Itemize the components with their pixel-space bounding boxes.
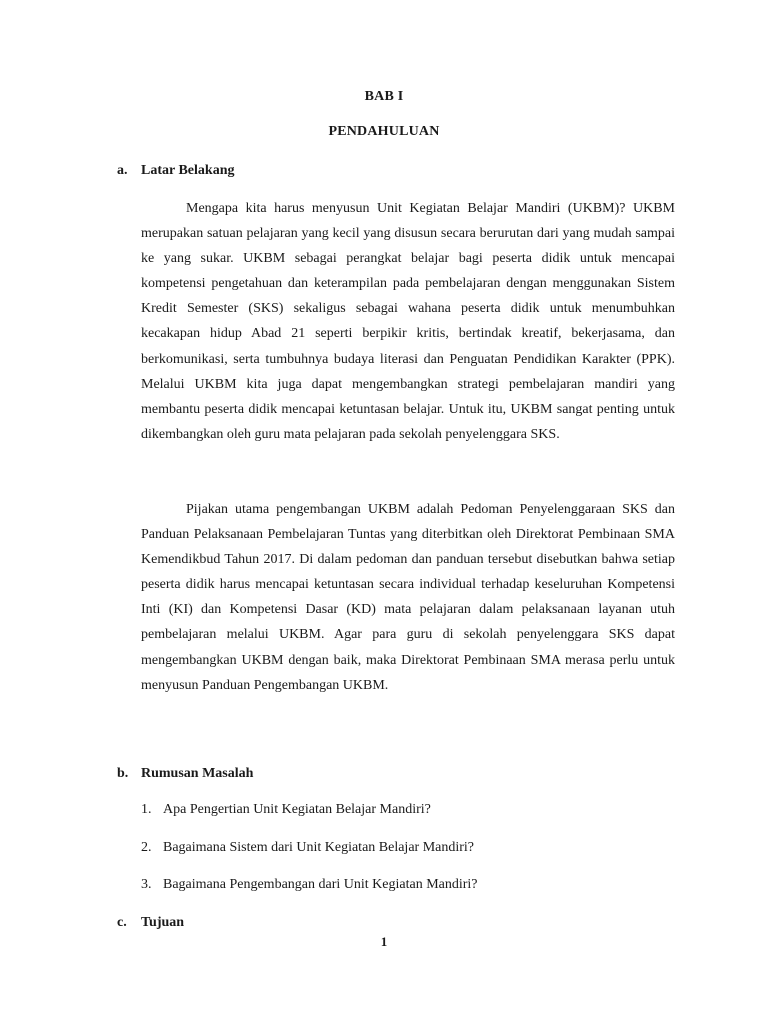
section-heading-latar-belakang: [117, 163, 234, 179]
list-item-text: Bagaimana Pengembangan dari Unit Kegiatan Mandiri?: [163, 877, 478, 892]
section-heading-text: Rumusan Masalah: [141, 766, 254, 781]
list-item-number: 3.: [141, 877, 152, 892]
chapter-number: BAB I: [364, 89, 404, 104]
list-item: [141, 840, 474, 856]
list-item-text: Apa Pengertian Unit Kegiatan Belajar Mandiri?: [163, 802, 431, 817]
section-marker: b.: [117, 766, 129, 781]
list-item: [141, 802, 431, 818]
section-heading-text: Latar Belakang: [141, 163, 235, 178]
list-item: [141, 877, 478, 893]
section-heading-tujuan: [117, 915, 184, 931]
body-paragraph: Mengapa kita harus menyusun Unit Kegiatan Belajar Mandiri (UKBM)? UKBM merupakan satuan pelajaran yang kecil yang disusun secara berurutan dari yang mudah sampai ke yang sukar. UKBM sebagai perangkat belajar bagi peserta didik untuk mencapai kompetensi pengetahuan dan keterampilan pada pembelajaran dengan menggunakan Sistem Kredit Semester (SKS) sekaligus sebagai wahana peserta didik untuk menumbuhkan kecakapan hidup Abad 21 seperti berpikir kritis, bertindak kreatif, bekerjasama, dan berkomunikasi, serta tumbuhnya budaya literasi dan Penguatan Pendidikan Karakter (PPK). Melalui UKBM kita juga dapat mengembangkan strategi pembelajaran mandiri yang membantu peserta didik mencapai ketuntasan belajar. Untuk itu, UKBM sangat penting untuk dikembangkan oleh guru mata pelajaran pada sekolah penyelenggara SKS.: [141, 201, 675, 442]
list-item-number: 2.: [141, 840, 152, 855]
section-marker: a.: [117, 163, 128, 178]
section-heading-rumusan-masalah: [117, 766, 253, 782]
list-item-number: 1.: [141, 802, 152, 817]
list-item-text: Bagaimana Sistem dari Unit Kegiatan Belajar Mandiri?: [163, 840, 475, 855]
chapter-title: PENDAHULUAN: [328, 124, 440, 139]
section-marker: c.: [117, 915, 127, 930]
body-paragraph: Pijakan utama pengembangan UKBM adalah Pedoman Penyelenggaraan SKS dan Panduan Pelaksanaan Pembelajaran Tuntas yang diterbitkan oleh Direktorat Pembinaan SMA Kemendikbud Tahun 2017. Di dalam pedoman dan panduan tersebut disebutkan bahwa setiap peserta didik harus mencapai ketuntasan secara individual terhadap keseluruhan Kompetensi Inti (KI) dan Kompetensi Dasar (KD) mata pelajaran dalam pelaksanaan layanan utuh pembelajaran melalui UKBM. Agar para guru di sekolah penyelenggara SKS dapat mengembangkan UKBM dengan baik, maka Direktorat Pembinaan SMA merasa perlu untuk menyusun Panduan Pengembangan UKBM.: [141, 502, 675, 693]
section-heading-text: Tujuan: [141, 915, 185, 930]
page-number: 1: [380, 934, 388, 949]
